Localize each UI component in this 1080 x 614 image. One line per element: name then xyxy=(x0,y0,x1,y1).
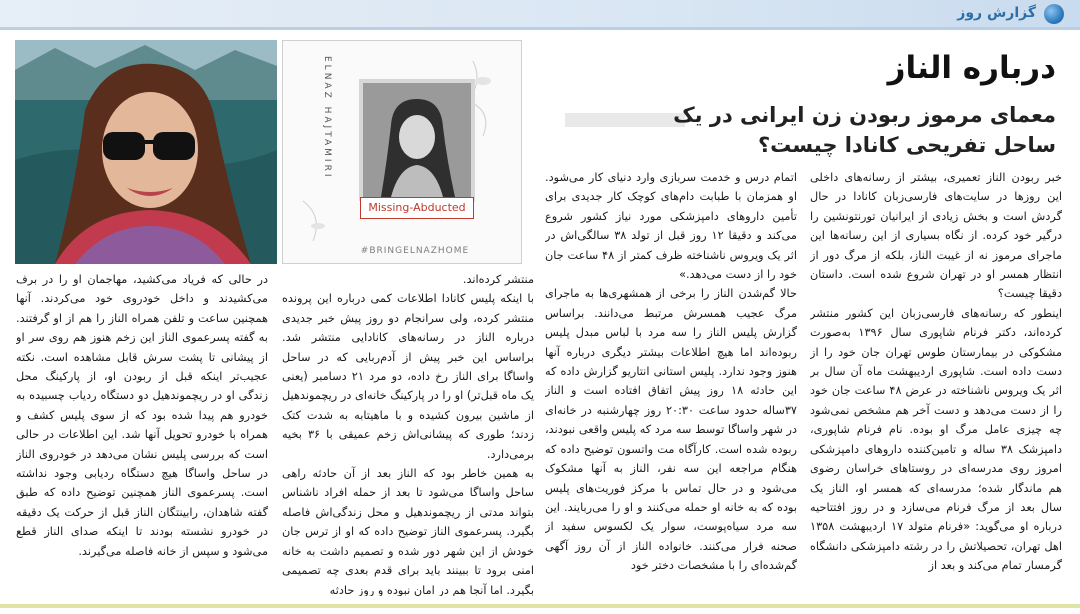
column-paragraph: اینطور که رسانه‌های فارسی‌زبان این کشور منتشر کرده‌اند، دکتر فرنام شاپوری سال ۱۳۹۶ به‌صورت مشکوکی در بیمارستان طوس تهران جان خود را از دست داده است. شاپوری اردیبهشت ماه آن سال بر اثر یک ویروس ناشناخته در عرض ۴۸ ساعت جان خود را از دست می‌دهد و دست آخر هم مشخص نمی‌شود چه چیزی عامل مرگ او بوده. نام فرنام شاپوری، دامپزشک ۳۸ ساله و تامین‌کننده داروهای دامپزشکی امروز روی مدرسه‌ای در روستاهای خراسان رضوی هم ماندگار شده؛ مدرسه‌ای که همسر او، الناز یک سال بعد از مرگ فرنام می‌سازد و در روز افتتاحیه درباره او می‌گوید: «فرنام متولد ۱۷ اردیبهشت ۱۳۵۸ اهل تهران، تحصیلاتش را در رشته دامپزشکی دانشگاه گرمسار تمام می‌کند و بعد از xyxy=(810,306,1062,573)
portrait-photo xyxy=(15,40,277,264)
column-paragraph: حالا گم‌شدن الناز را برخی از همشهری‌ها به ماجرای مرگ عجیب همسرش مرتبط می‌دانند. براساس گزارش پلیس الناز را سه مرد با لباس مبدل پلیس ربوده‌اند اما هیچ اطلاعات بیشتر دیگری درباره آنها هنوز وجود ندارد. پلیس استانی انتاریو گزارش داده که این حادثه ۱۸ روز پیش اتفاق افتاده است و الناز ۳۷ساله حدود ساعت ۲۰:۳۰ روز چهارشنبه در خانه‌ای در شهر واساگا توسط سه مرد که پلیس واقعی نبودند، ربوده شده است. کارآگاه مت واتسون توضیح داده که هنگام مراجعه این سه نفر، الناز به آنها مشکوک می‌شود و در حال تماس با مرکز فوریت‌های پلیس بوده که به خانه او حمله می‌کنند و او را می‌ربایند. این سه مرد سیاه‌پوست، سوار یک لکسوس سفید از صحنه فرار می‌کنند. خانواده الناز از آن روز آگهی گم‌شده‌ای را با مشخصات دختر خود xyxy=(545,287,797,573)
column-paragraph: به همین خاطر بود که الناز بعد از آن حادثه راهی ساحل واساگا می‌شود تا بعد از حمله افراد ناشناس بتواند مدتی از ریچموندهیل و محل زندگی‌اش فاصله بگیرد. پسرعموی الناز توضیح داده که او از ترس جان خودش از این شهر دور شده و تصمیم داشت به خانه امنی برود تا ببینند باید برای قدم بعدی چه تصمیمی بگیرد. اما آنجا هم در امان نبوده و روز حادثه xyxy=(282,467,534,596)
section-label: گزارش روز xyxy=(957,5,1036,21)
article-column-3 xyxy=(282,270,534,596)
article-column-4 xyxy=(16,270,268,596)
poster-hashtag: #BRINGELNAZHOME xyxy=(360,246,470,256)
article-subtitle: معمای مرموز ربودن زن ایرانی در یک ساحل تفریحی کانادا چیست؟ xyxy=(673,103,1056,157)
missing-abducted-tag: Missing-Abducted xyxy=(360,197,474,219)
globe-dot-icon xyxy=(1044,4,1064,24)
article-title: درباره الناز xyxy=(887,50,1056,86)
article-column-1 xyxy=(810,168,1062,596)
bottom-divider xyxy=(0,604,1080,608)
column-paragraph: اتمام درس و خدمت سربازی وارد دنیای کار می‌شود. او همزمان با طبابت دام‌های کوچک کار جدیدی برای تأمین داروهای دامپزشکی مورد نیاز کشور شروع می‌کند و دقیقا ۱۲ روز قبل از تولد ۳۸ سالگی‌اش در اثر یک ویروس ناشناخته ظرف کمتر از ۴۸ ساعت جان خود را از دست می‌دهد.» xyxy=(545,171,797,282)
column-paragraph: در حالی که فریاد می‌کشید، مهاجمان او را در برف می‌کشیدند و داخل خودروی خود می‌کردند. آنها همچنین ساعت و تلفن همراه الناز را هم از او گرفتند. به گفته پسرعموی الناز این زخم هنوز هم روی سر او از پیشانی تا پشت سرش قابل مشاهده است. نکته عجیب‌تر اینکه قبل از ربودن او، از پارکینگ محل زندگی او در ریچموندهیل دو دستگاه ردیاب چسبیده به خودرو هم پیدا شده بود که از سوی پلیس کشف و همراه با خودرو تحویل آنها شد. این اطلاعات در حالی است که بررسی پلیس نشان می‌دهد در خودروی الناز در ساحل واساگا هیچ دستگاه ردیابی وجود نداشته است. پسرعموی الناز همچنین توضیح داده که طبق گفته شاهدان، رابینتگان الناز قبل از حرکت یک دقیقه در خودرو نشسته بودند تا اینکه صدای الناز قطع می‌شود و سپس از خانه فاصله می‌گیرند. xyxy=(16,273,268,558)
poster-illustration xyxy=(283,41,521,263)
missing-poster xyxy=(282,40,522,264)
column-paragraph: با اینکه پلیس کانادا اطلاعات کمی درباره این پرونده منتشر کرده، ولی سرانجام دو روز پیش خبر جدیدی درباره الناز در رسانه‌های کانادایی منتشر شد. براساس این خبر پیش از آدم‌ربایی که در ساحل واساگا برای الناز رخ داده، دو مرد ۲۱ دسامبر (یعنی یک ماه قبل‌تر) او را در پارکینگ خانه‌ای در ریچموندهیل از ماشین بیرون کشیده و با ماهیتابه به شدت کتک زدند؛ طوری که پیشانی‌اش زخم عمیقی با ۳۶ بخیه برمی‌دارد. xyxy=(282,292,534,461)
section-header-bar xyxy=(0,0,1080,30)
section-header-fill xyxy=(0,0,1080,27)
column-paragraph: منتشر کرده‌اند. xyxy=(462,273,534,286)
column-paragraph: خبر ربودن الناز تعمیری، بیشتر از رسانه‌های داخلی این روزها در سایت‌های فارسی‌زبان کانادا در حال گردش است و بخش زیادی از ایرانیان تورنتونشین را درگیر خود کرده. از نگاه بسیاری از این رسانه‌ها این ماجرای مرموز نه از غیبت الناز، بلکه از مرگ دور از انتظار همسر او در تهران شروع شده است. داستان دقیقا چیست؟ xyxy=(810,171,1062,301)
poster-name-vertical xyxy=(322,56,336,256)
portrait-illustration xyxy=(15,40,277,264)
article-column-2 xyxy=(545,168,797,596)
poster-name-text: ELNAZ HAJTAMIRI xyxy=(322,56,332,180)
